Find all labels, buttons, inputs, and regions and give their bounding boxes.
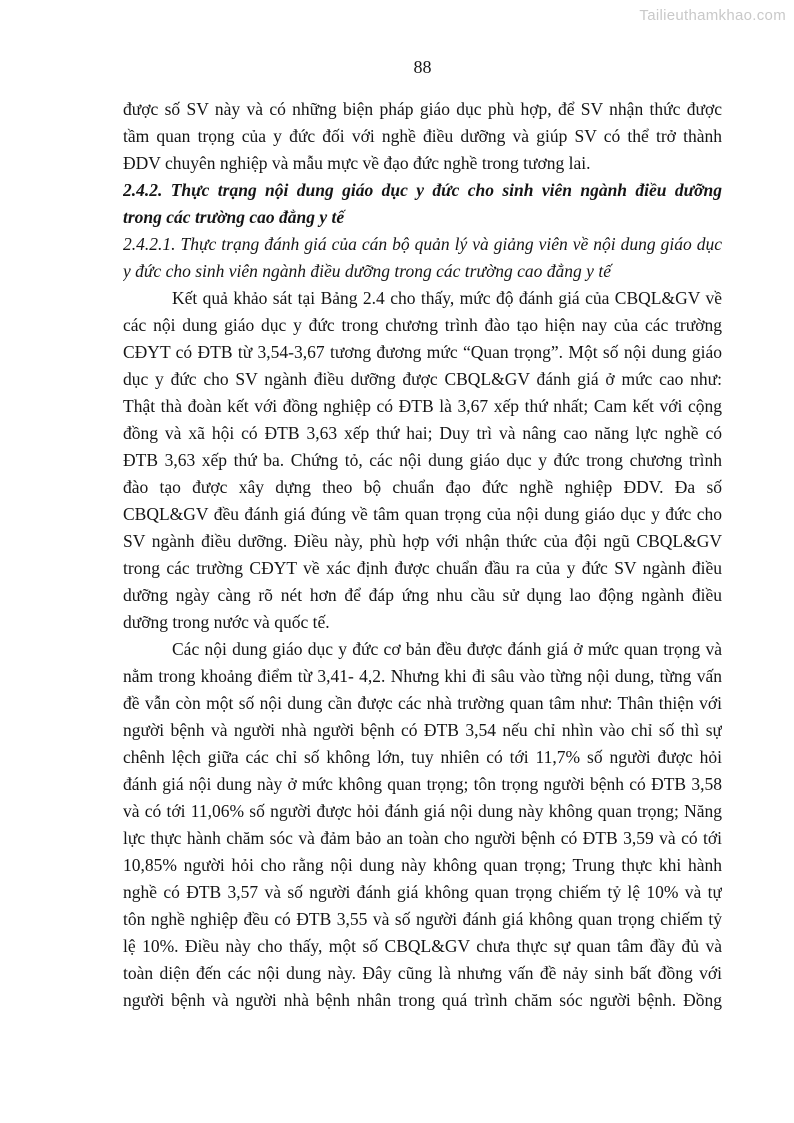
text-line: toàn diện đến các nội dung này. Đây cũng là nhưng vấn đề nảy sinh bất đồng với <box>123 963 722 983</box>
text-line: và có tới 11,06% số người được hỏi đánh giá nội dung này không quan trọng; Năng <box>123 801 722 821</box>
text-line: người bệnh và người nhà người bệnh có ĐTB 3,54 nếu chỉ nhìn vào chỉ số thì sự <box>123 720 722 740</box>
watermark-text: Tailieuthamkhao.com <box>639 7 786 24</box>
text-line: đánh giá nội dung này ở mức không quan trọng; tôn trọng người bệnh có ĐTB 3,58 <box>123 774 722 794</box>
text-line: đề vẫn còn một số nội dung cần được các nhà trường quan tâm như: Thân thiện với <box>123 693 722 713</box>
text-line: tôn nghề nghiệp đều có ĐTB 3,55 và số người đánh giá không quan trọng chiếm tỷ <box>123 909 722 929</box>
text-line: Kết quả khảo sát tại Bảng 2.4 cho thấy, mức độ đánh giá của CBQL&GV về <box>172 288 722 308</box>
text-line: lệ 10%. Điều này cho thấy, một số CBQL&GV chưa thực sự quan tâm đầy đủ và <box>123 936 722 956</box>
text-line: các nội dung giáo dục y đức trong chương trình đào tạo hiện nay của các trường <box>123 315 722 335</box>
text-line: ĐDV chuyên nghiệp và mẫu mực về đạo đức nghề trong tương lai. <box>123 153 591 173</box>
text-line: 10,85% người hỏi cho rằng nội dung này không quan trọng; Trung thực khi hành <box>123 855 722 875</box>
text-line: đào tạo được xây dựng theo bộ chuẩn đạo đức nghề nghiệp ĐDV. Đa số <box>123 477 722 497</box>
text-line: đồng và xã hội có ĐTB 3,63 xếp thứ hai; Duy trì và nâng cao năng lực nghề có <box>123 423 722 443</box>
paragraph <box>123 177 722 231</box>
text-line: dưỡng trong nước và quốc tế. <box>123 612 330 632</box>
text-line: chênh lệch giữa các chỉ số không lớn, tuy nhiên có tới 11,7% số người được hỏi <box>123 747 722 767</box>
page-number: 88 <box>413 57 432 77</box>
paragraph <box>123 231 722 285</box>
paragraph <box>123 636 722 1014</box>
paragraph <box>123 285 722 636</box>
text-line: tầm quan trọng của y đức đối với nghề điều dưỡng và giúp SV có thể trở thành <box>123 126 722 146</box>
text-line: CBQL&GV đều đánh giá đúng về tâm quan trọng của nội dung giáo dục y đức cho <box>123 504 722 524</box>
text-line: trong các trường cao đẳng y tế <box>123 207 345 227</box>
text-line: được số SV này và có những biện pháp giáo dục phù hợp, để SV nhận thức được <box>123 99 722 119</box>
paragraph <box>123 96 722 177</box>
text-line: người bệnh và người nhà bệnh nhân trong quá trình chăm sóc người bệnh. Đồng <box>123 990 722 1010</box>
text-line: dưỡng ngày càng rõ nét hơn để đáp ứng nhu cầu sử dụng lao động ngành điều <box>123 585 722 605</box>
text-line: dục y đức cho SV ngành điều dưỡng được CBQL&GV đánh giá ở mức cao như: <box>123 369 722 389</box>
document-body <box>123 96 722 1014</box>
text-line: 2.4.2. Thực trạng nội dung giáo dục y đức cho sinh viên ngành điều dưỡng <box>123 180 722 200</box>
text-line: Thật thà đoàn kết với đồng nghiệp có ĐTB là 3,67 xếp thứ nhất; Cam kết với cộng <box>123 396 722 416</box>
text-line: 2.4.2.1. Thực trạng đánh giá của cán bộ quản lý và giảng viên về nội dung giáo dục <box>123 234 722 254</box>
text-line: CĐYT có ĐTB từ 3,54-3,67 tương đương mức “Quan trọng”. Một số nội dung giáo <box>123 342 722 362</box>
text-line: lực thực hành chăm sóc và đảm bảo an toàn cho người bệnh có ĐTB 3,59 và có tới <box>123 828 722 848</box>
text-line: y đức cho sinh viên ngành điều dưỡng trong các trường cao đẳng y tế <box>123 261 611 281</box>
text-line: ĐTB 3,63 xếp thứ ba. Chứng tỏ, các nội dung giáo dục y đức trong chương trình <box>123 450 722 470</box>
text-line: SV ngành điều dưỡng. Điều này, phù hợp với nhận thức của đội ngũ CBQL&GV <box>123 531 722 551</box>
text-line: nằm trong khoảng điểm từ 3,41- 4,2. Nhưng khi đi sâu vào từng nội dung, từng vấn <box>123 666 722 686</box>
text-line: trong các trường CĐYT về xác định được chuẩn đầu ra của y đức SV ngành điều <box>123 558 722 578</box>
text-line: Các nội dung giáo dục y đức cơ bản đều được đánh giá ở mức quan trọng và <box>172 639 722 659</box>
text-line: nghề có ĐTB 3,57 và số người đánh giá không quan trọng chiếm tỷ lệ 10% và tự <box>123 882 722 902</box>
